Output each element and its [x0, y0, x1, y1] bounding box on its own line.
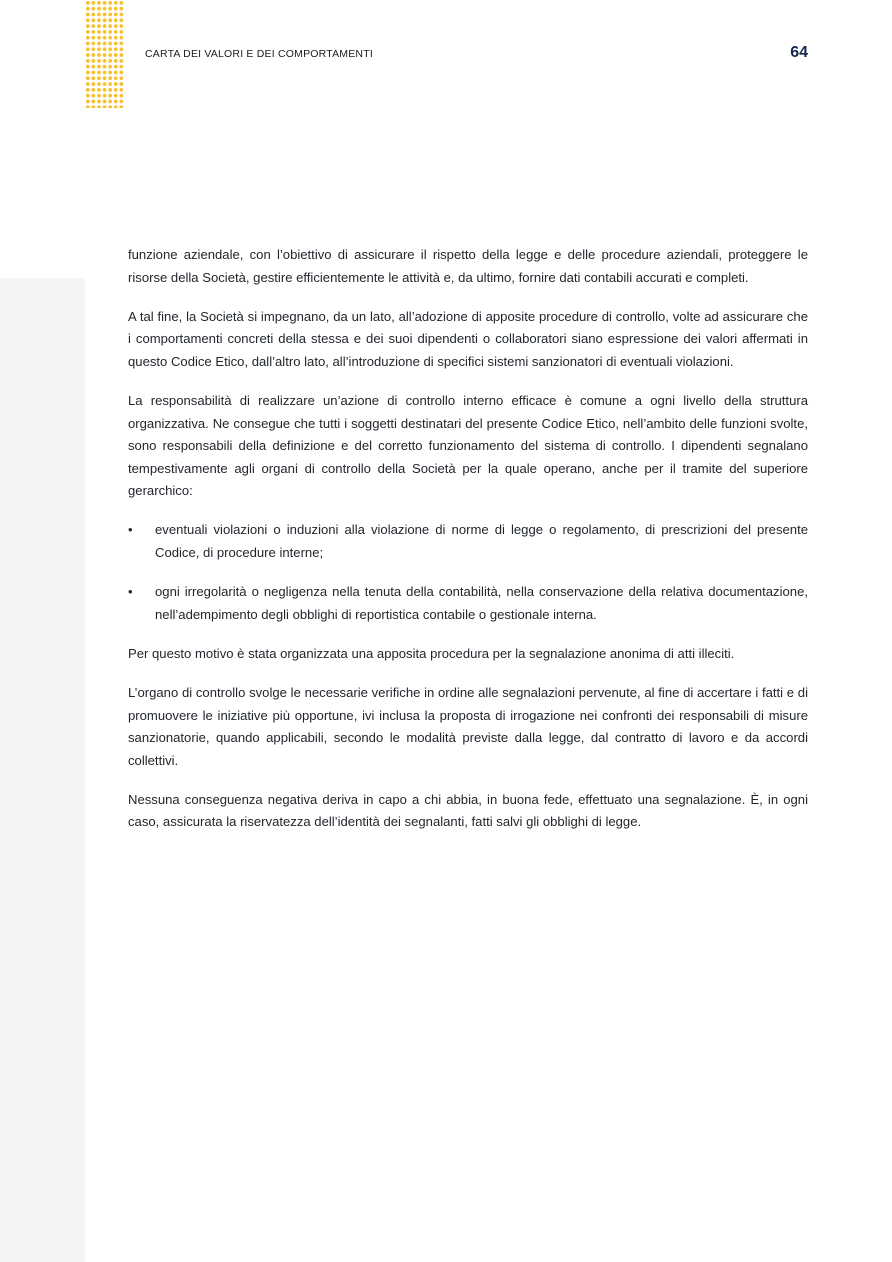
bullet-text: eventuali violazioni o induzioni alla violazione di norme di legge o regolamento, di prescrizioni del presente Codice, di procedure interne;: [155, 522, 808, 561]
dot-pattern-decoration: [85, 0, 125, 108]
paragraph: A tal fine, la Società si impegnano, da un lato, all’adozione di apposite procedure di controllo, volte ad assicurare che i comportamenti concreti della stessa e dei suoi dipendenti o collaboratori siano espressione dei valori affermati in questo Codice Etico, dall’altro lato, all’introduzione di specifici sistemi sanzionatori di eventuali violazioni.: [128, 308, 808, 369]
bullet-text: ogni irregolarità o negligenza nella tenuta della contabilità, nella conservazione della relativa documentazione, nell’adempimento degli obblighi di reportistica contabile o gestionale interna.: [155, 584, 808, 622]
bullet-item: [128, 581, 808, 626]
paragraph: La responsabilità di realizzare un’azione di controllo interno efficace è comune a ogni livello della struttura organizzativa. Ne consegue che tutti i soggetti destinatari del presente Codice Etico, nell’ambito delle funzioni svolte, sono responsabili della definizione e del corretto funzionamento del sistema di controllo. I dipendenti segnalano tempestivamente agli organi di controllo della Società per la quale operano, anche per il tramite del superiore gerarchico:: [128, 392, 808, 499]
bullet-list: [128, 519, 808, 626]
paragraph: Nessuna conseguenza negativa deriva in capo a chi abbia, in buona fede, effettuato una segnalazione. È, in ogni caso, assicurata la riservatezza dell’identità dei segnalanti, fatti salvi gli obblighi di legge.: [128, 791, 808, 830]
bullet-icon: •: [128, 522, 133, 538]
bullet-icon: •: [128, 584, 133, 600]
paragraph: Per questo motivo è stata organizzata una apposita procedura per la segnalazione anonima di atti illeciti.: [128, 645, 735, 661]
bullet-item: [128, 519, 808, 564]
paragraph: L’organo di controllo svolge le necessarie verifiche in ordine alle segnalazioni pervenute, al fine di accertare i fatti e di promuovere le iniziative più opportune, ivi inclusa la proposta di irrogazione nei confronti dei responsabili di misure sanzionatorie, quando applicabili, secondo le modalità previste dalla legge, dal contratto di lavoro e da accordi collettivi.: [128, 684, 808, 768]
page-number: 64: [790, 44, 808, 61]
header-title: CARTA DEI VALORI E DEI COMPORTAMENTI: [145, 48, 373, 60]
side-band: [0, 278, 85, 1262]
body-text: [128, 244, 808, 850]
paragraph: funzione aziendale, con l’obiettivo di assicurare il rispetto della legge e delle procedure aziendali, proteggere le risorse della Società, gestire efficientemente le attività e, da ultimo, fornire dati contabili accurati e completi.: [128, 247, 808, 285]
